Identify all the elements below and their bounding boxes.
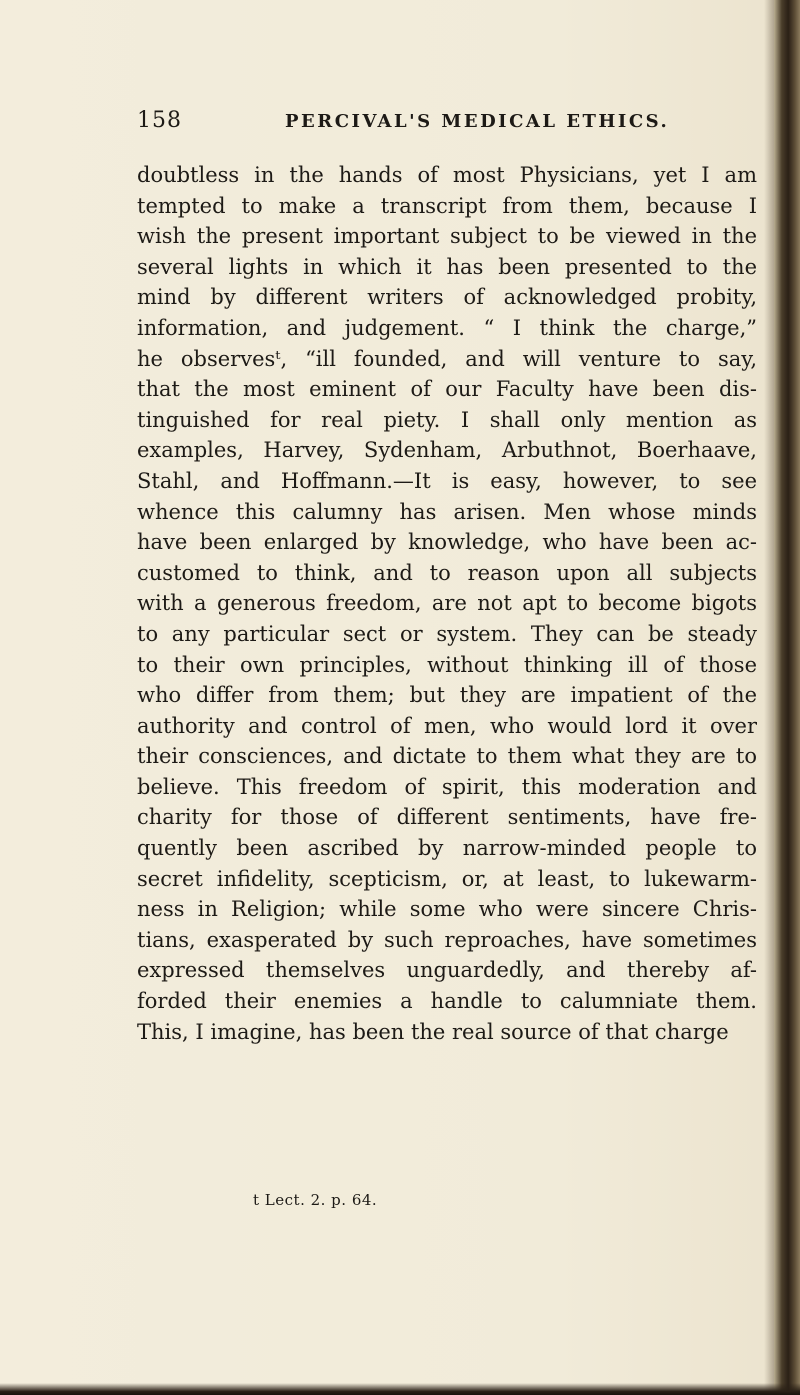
- text-line: who differ from them; but they are impatient of the: [137, 683, 757, 708]
- text-line: quently been ascribed by narrow-minded people to: [137, 836, 757, 861]
- text-line: customed to think, and to reason upon all subjects: [137, 560, 757, 585]
- page-number: 158: [137, 108, 182, 133]
- text-line: tempted to make a transcript from them, because I: [137, 193, 757, 218]
- text-line: ness in Religion; while some who were sincere Chris-: [137, 897, 757, 922]
- text-line: Stahl, and Hoffmann.—It is easy, however, to see: [137, 468, 757, 493]
- text-line: tinguished for real piety. I shall only mention as: [137, 407, 757, 432]
- page-bottom-edge: [0, 1383, 800, 1395]
- text-line: whence this calumny has arisen. Men whose minds: [137, 499, 757, 524]
- text-line: several lights in which it has been presented to the: [137, 254, 757, 279]
- running-head: PERCIVAL'S MEDICAL ETHICS.: [285, 111, 670, 132]
- text-line: have been enlarged by knowledge, who have been ac-: [137, 530, 757, 555]
- binding-shadow: [764, 0, 774, 1395]
- text-line: This, I imagine, has been the real source of that charge: [137, 1019, 729, 1044]
- text-line: secret infidelity, scepticism, or, at least, to lukewarm-: [137, 866, 757, 891]
- text-line: authority and control of men, who would lord it over: [137, 713, 757, 738]
- text-line: with a generous freedom, are not apt to become bigots: [137, 591, 757, 616]
- text-line: believe. This freedom of spirit, this moderation and: [137, 774, 757, 799]
- text-line: wish the present important subject to be viewed in the: [137, 224, 757, 249]
- page-header: [137, 108, 757, 148]
- text-line: information, and judgement. “ I think the charge,”: [137, 315, 757, 340]
- text-line: expressed themselves unguardedly, and thereby af-: [137, 958, 757, 983]
- book-binding: [774, 0, 800, 1395]
- text-line: to any particular sect or system. They can be steady: [137, 621, 757, 646]
- text-line: charity for those of different sentiments, have fre-: [137, 805, 757, 830]
- footnote: t Lect. 2. p. 64.: [253, 1191, 378, 1209]
- text-line: tians, exasperated by such reproaches, have sometimes: [137, 927, 757, 952]
- text-line: forded their enemies a handle to calumniate them.: [137, 989, 757, 1014]
- text-line: examples, Harvey, Sydenham, Arbuthnot, Boerhaave,: [137, 438, 757, 463]
- body-text: [137, 160, 757, 1047]
- text-line: he observesᵗ, “ill founded, and will venture to say,: [137, 346, 757, 371]
- text-line: their consciences, and dictate to them what they are to: [137, 744, 757, 769]
- text-line: doubtless in the hands of most Physicians, yet I am: [137, 163, 757, 187]
- text-line: that the most eminent of our Faculty have been dis-: [137, 377, 757, 402]
- text-line: mind by different writers of acknowledged probity,: [137, 285, 757, 310]
- text-line: to their own principles, without thinking ill of those: [137, 652, 757, 677]
